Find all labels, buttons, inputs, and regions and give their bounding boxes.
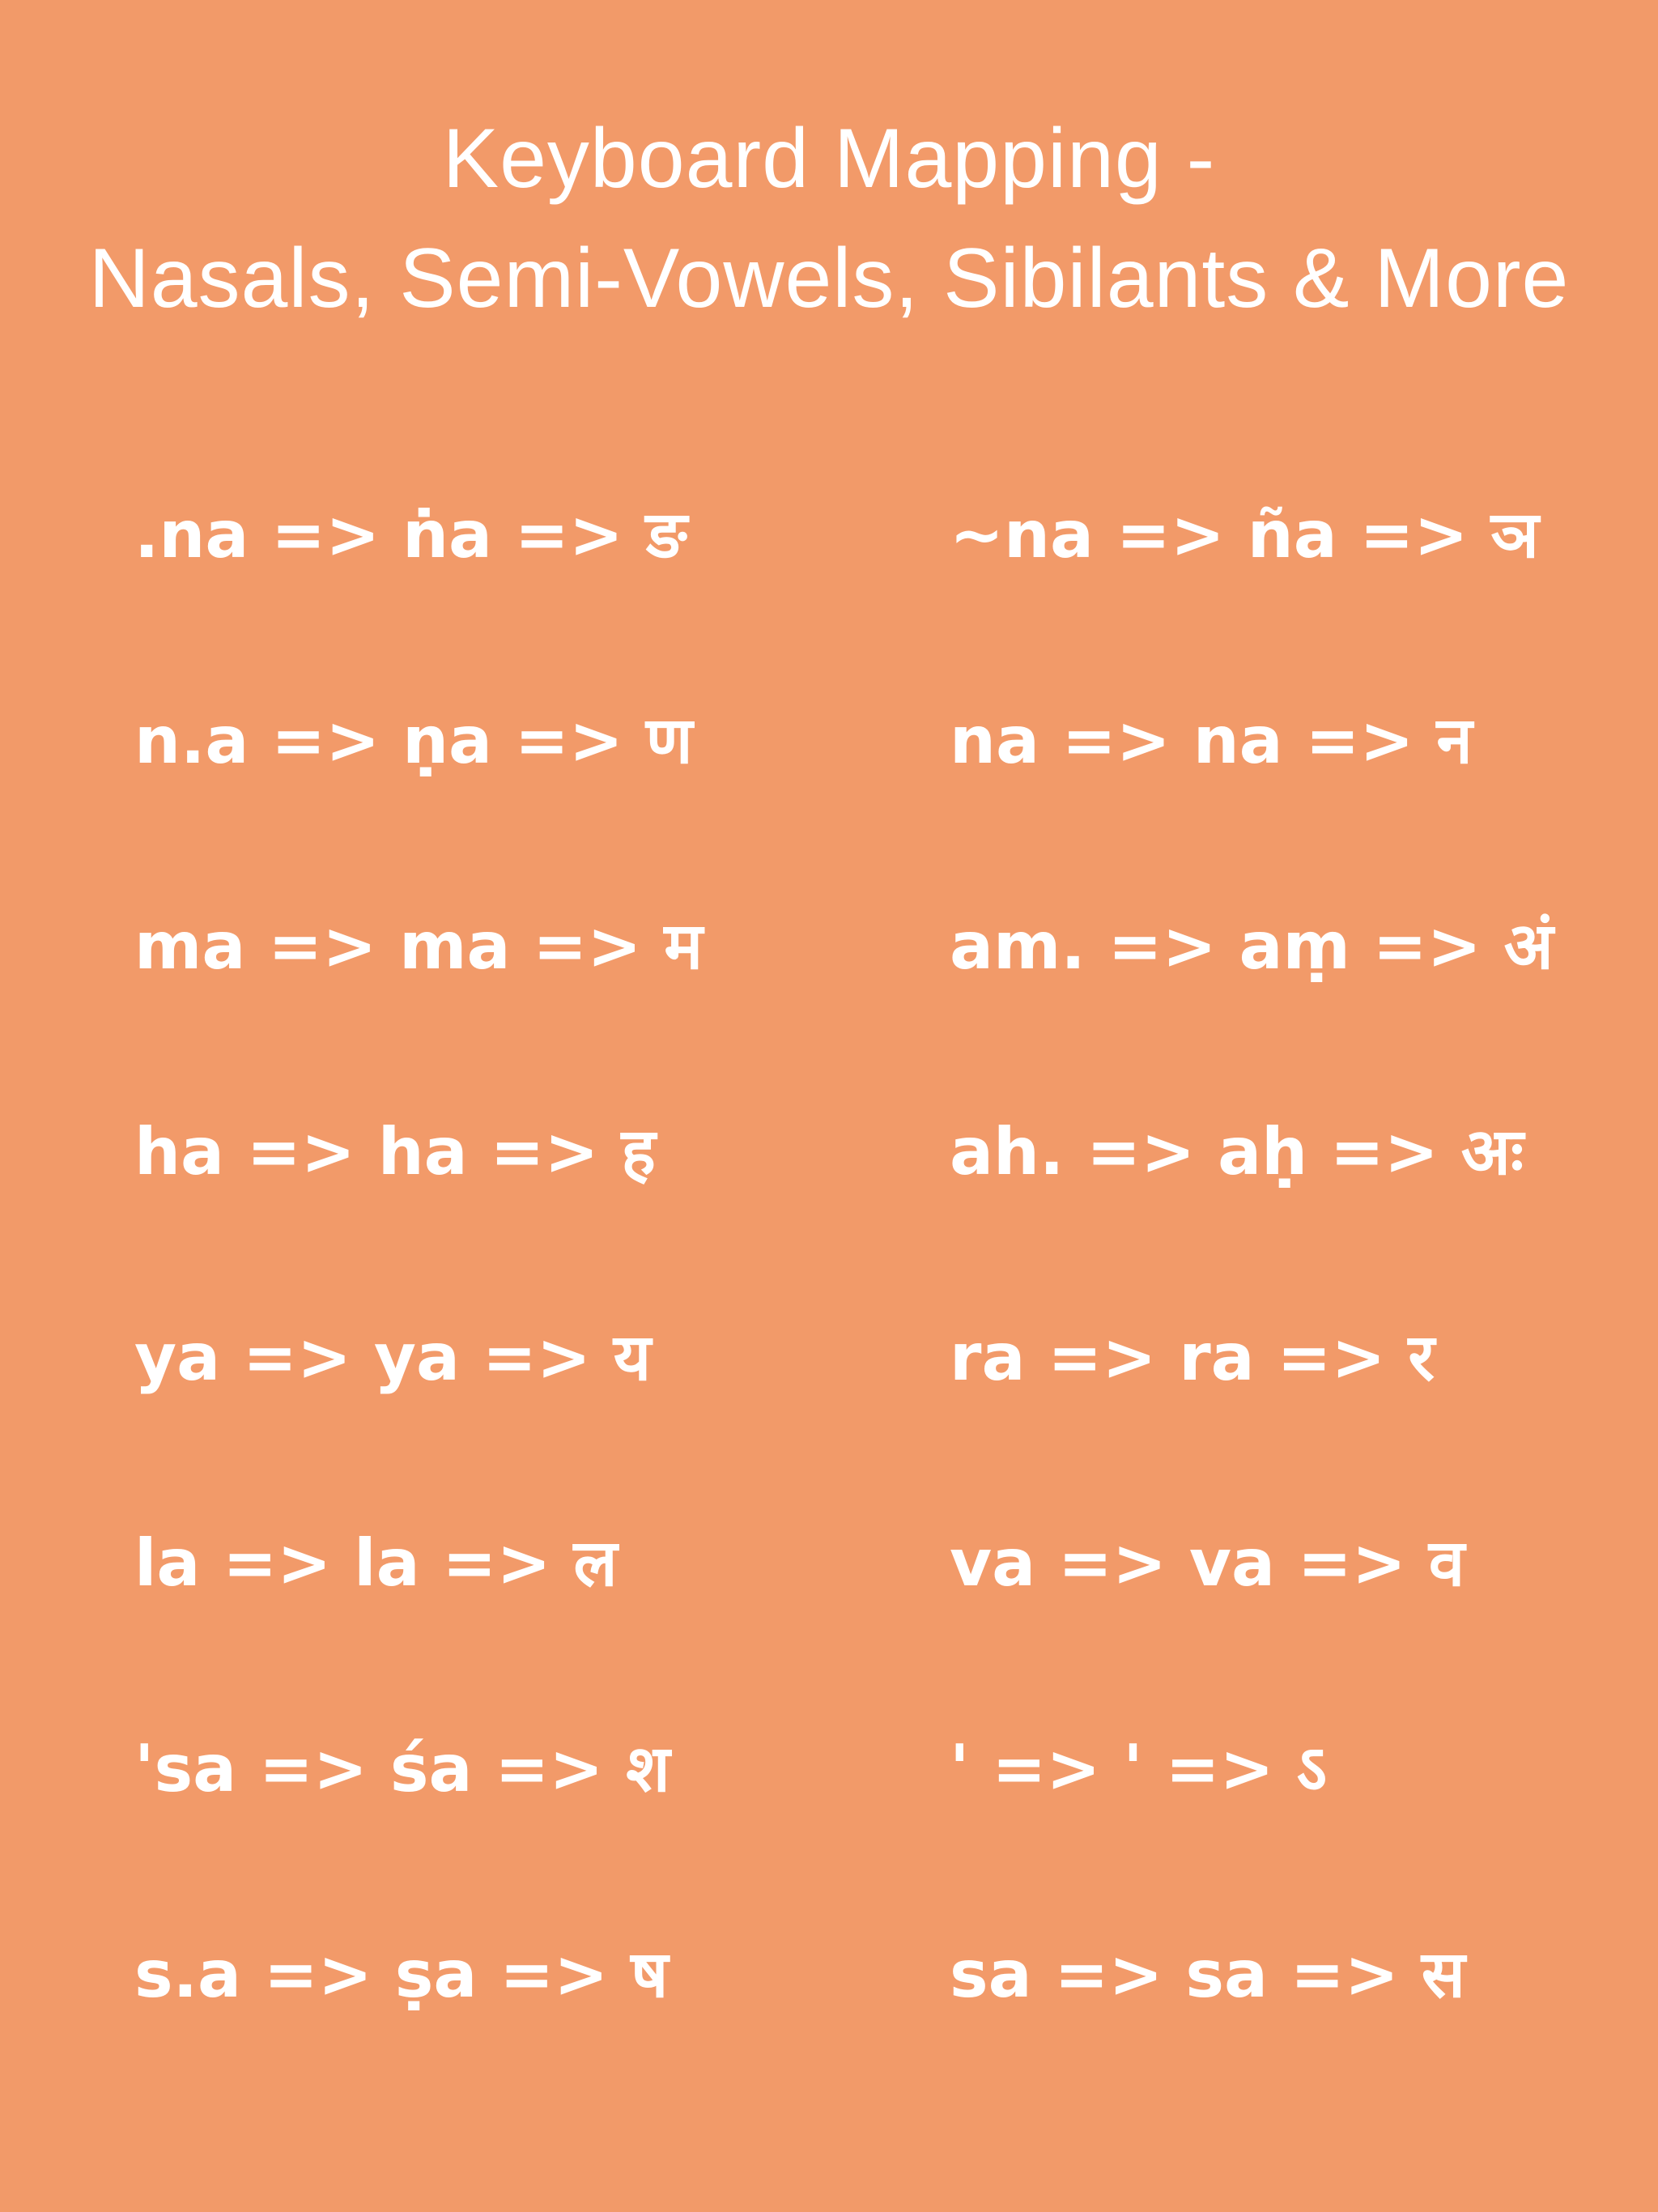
mapping-grid — [134, 452, 1616, 2097]
mapping-visarga: ah. => aḥ => अः — [950, 1114, 1524, 1189]
title-line-2: Nasals, Semi-Vowels, Sibilants & More — [88, 232, 1570, 325]
mapping-sha: 'sa => śa => श — [134, 1731, 670, 1806]
mapping-na: na => na => न — [950, 703, 1473, 778]
mapping-sa: sa => sa => स — [950, 1937, 1465, 2012]
mapping-anusvara: am. => aṃ => अं — [950, 908, 1554, 984]
mapping-nna-retroflex: n.a => ṇa => ण — [134, 703, 693, 778]
mapping-va: va => va => व — [950, 1525, 1465, 1601]
mapping-la: la => la => ल — [134, 1525, 618, 1601]
mapping-avagraha: ' => ' => ऽ — [950, 1731, 1327, 1806]
mapping-ra: ra => ra => र — [950, 1320, 1435, 1395]
page-title — [0, 99, 1658, 338]
mapping-nga: .na => ṅa => ङ — [134, 497, 687, 572]
mapping-ssa: s.a => ṣa => ष — [134, 1937, 669, 2012]
mapping-ya: ya => ya => य — [134, 1320, 652, 1395]
mapping-ha: ha => ha => ह — [134, 1114, 656, 1189]
mapping-ma: ma => ma => म — [134, 908, 704, 984]
mapping-nya: ~na => ña => ञ — [950, 497, 1539, 572]
title-line-1: Keyboard Mapping - — [442, 112, 1216, 206]
